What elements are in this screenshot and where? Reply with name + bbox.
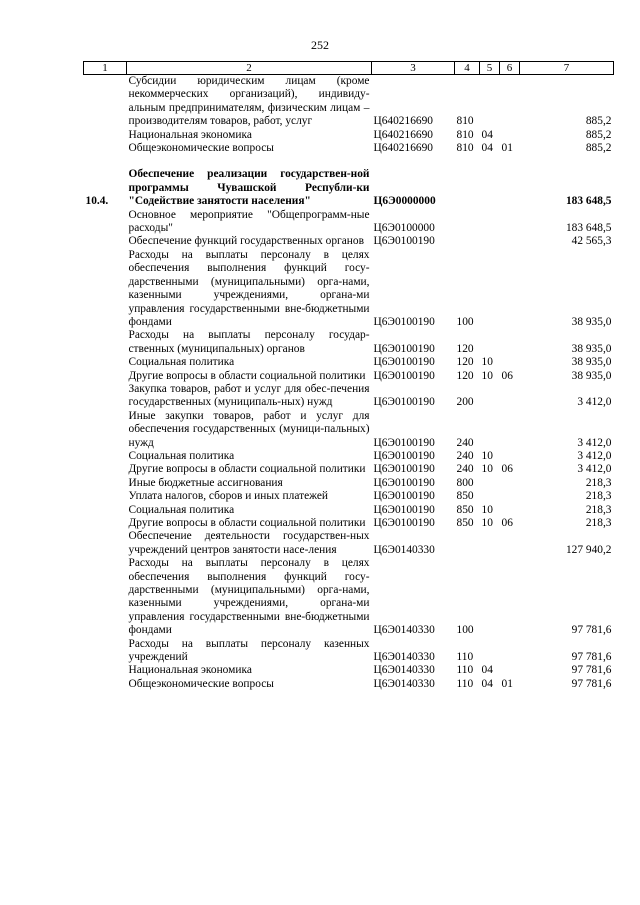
table-row: [84, 235, 614, 248]
row-number: 10.4.: [85, 195, 109, 208]
section-code: [480, 530, 500, 557]
expense-name: Обеспечение деятельности государствен-ных учреждений центров занятости насе-ления: [128, 530, 370, 556]
table-row: [84, 383, 614, 410]
target-article-code: Ц6Э0100190: [373, 315, 435, 328]
row-number: [84, 370, 127, 383]
row-number: [84, 129, 127, 142]
subsection-code: [500, 168, 520, 208]
subsection-code: [500, 235, 520, 248]
expense-name: Обеспечение функций государственных органов: [128, 235, 364, 248]
subsection-code: 01: [501, 677, 513, 690]
expense-type-code: [455, 168, 480, 208]
table-body: [84, 75, 614, 692]
expense-type-code: 120: [456, 369, 474, 382]
subsection-code: 01: [501, 142, 513, 155]
section-code: 04: [481, 677, 493, 690]
target-article-code: Ц6Э0100190: [373, 342, 435, 355]
expense-type-code: [455, 209, 480, 236]
amount: 38 935,0: [571, 369, 612, 382]
column-header: 4: [455, 62, 480, 75]
amount: 42 565,3: [571, 235, 612, 248]
target-article-code: Ц6Э0140330: [373, 651, 435, 664]
section-code: [480, 249, 500, 329]
table-row: [84, 638, 614, 665]
row-number: [84, 142, 127, 155]
row-number: [84, 490, 127, 503]
expense-type-code: [455, 235, 480, 248]
target-article-code: Ц6Э0100190: [373, 356, 435, 369]
target-article-code: Ц6Э0100190: [373, 503, 435, 516]
subsection-code: [500, 450, 520, 463]
expense-type-code: 850: [456, 490, 474, 503]
expense-name: Национальная экономика: [128, 128, 252, 141]
row-number: [84, 410, 127, 450]
table-row: [84, 504, 614, 517]
subsection-code: [500, 557, 520, 637]
target-article-code: Ц6Э0100190: [373, 490, 435, 503]
expense-type-code: 100: [456, 624, 474, 637]
amount: 218,3: [585, 503, 612, 516]
expense-type-code: 240: [456, 463, 474, 476]
table-row: [84, 678, 614, 691]
amount: 183 648,5: [565, 195, 612, 208]
header-row: [84, 62, 614, 75]
subsection-code: [500, 209, 520, 236]
subsection-code: [500, 530, 520, 557]
expense-name: Расходы на выплаты персоналу в целях обеспечения выполнения функций госу-дарственными (муниципальными) орга-нами, казенными учреждениями, органа-ми управления государственными вне-бюджетными фондами: [128, 557, 370, 637]
section-code: [480, 410, 500, 450]
section-code: 10: [481, 503, 493, 516]
amount: 97 781,6: [571, 664, 612, 677]
section-code: [480, 557, 500, 637]
subsection-code: [500, 383, 520, 410]
section-code: 10: [481, 517, 493, 529]
subsection-code: [500, 249, 520, 329]
table-row: [84, 530, 614, 557]
expense-name: Расходы на выплаты персоналу в целях обеспечения выполнения функций госу-дарственными (муниципальными) орга-нами, казенными учреждениями, органа-ми управления государственными вне-бюджетными фондами: [128, 248, 370, 328]
section-code: 10: [481, 356, 493, 369]
amount: 3 412,0: [577, 463, 612, 476]
row-number: [84, 504, 127, 517]
section-code: [480, 235, 500, 248]
subsection-code: [500, 356, 520, 369]
expense-name: Общеэкономические вопросы: [128, 677, 274, 690]
expense-name: Расходы на выплаты персоналу государ-ственных (муниципальных) органов: [128, 329, 370, 355]
table-row: [84, 517, 614, 530]
section-code: [480, 477, 500, 490]
row-number: [84, 155, 127, 168]
row-number: [84, 530, 127, 557]
table-row: [84, 329, 614, 356]
expense-name: Социальная политика: [128, 356, 235, 369]
target-article-code: Ц6Э0100190: [373, 476, 435, 489]
table-row: [84, 557, 614, 637]
subsection-code: [500, 75, 520, 129]
column-header: 7: [520, 62, 614, 75]
expense-type-code: 120: [456, 356, 474, 369]
table-row: [84, 249, 614, 329]
table-row: [84, 450, 614, 463]
expense-name: Уплата налогов, сборов и иных платежей: [128, 490, 328, 503]
section-code: [480, 168, 500, 208]
expense-type-code: 100: [456, 315, 474, 328]
row-number: [84, 678, 127, 691]
target-article-code: Ц6Э0140330: [373, 624, 435, 637]
section-code: 04: [481, 128, 493, 141]
row-number: [84, 477, 127, 490]
row-number: [84, 235, 127, 248]
expense-type-code: 810: [456, 142, 474, 155]
expense-type-code: 850: [456, 503, 474, 516]
section-code: 04: [481, 664, 493, 677]
target-article-code: Ц6Э0100190: [373, 517, 435, 529]
column-header: 3: [372, 62, 455, 75]
amount: 38 935,0: [571, 342, 612, 355]
table-row: [84, 664, 614, 677]
expense-name: Субсидии юридическим лицам (кроме некоммерческих организаций), индивиду-альным предпринимателям, физическим лицам – производителям товаров, работ, услуг: [128, 75, 370, 128]
target-article-code: Ц6Э0100190: [373, 396, 435, 409]
expense-type-code: [455, 155, 480, 168]
expense-name: Другие вопросы в области социальной политики: [128, 517, 366, 529]
amount: 885,2: [585, 142, 612, 155]
subsection-code: [500, 638, 520, 665]
amount: 127 940,2: [565, 543, 612, 556]
target-article-code: Ц6Э0100190: [373, 463, 435, 476]
expense-name: Расходы на выплаты персоналу казенных учреждений: [128, 637, 370, 664]
expense-type-code: 110: [456, 664, 474, 677]
expense-type-code: 810: [456, 115, 474, 128]
table-row: [84, 477, 614, 490]
subsection-code: [500, 504, 520, 517]
target-article-code: Ц6Э0000000: [373, 195, 436, 208]
amount: 218,3: [585, 476, 612, 489]
amount: 218,3: [585, 490, 612, 503]
section-code: 04: [481, 142, 493, 155]
table-row: [84, 490, 614, 503]
amount: 38 935,0: [571, 315, 612, 328]
expense-name: Иные бюджетные ассигнования: [128, 476, 283, 489]
row-number: [84, 356, 127, 369]
amount: 97 781,6: [571, 624, 612, 637]
column-header: 5: [480, 62, 500, 75]
row-number: [84, 664, 127, 677]
expense-type-code: 240: [456, 449, 474, 462]
table-row: [84, 209, 614, 236]
row-number: [84, 75, 127, 129]
expense-type-code: 850: [456, 517, 474, 529]
expense-name: [127, 155, 372, 168]
expense-name: Другие вопросы в области социальной политики: [128, 369, 366, 382]
amount: 218,3: [585, 517, 612, 529]
expense-name: Социальная политика: [128, 449, 235, 462]
target-article-code: [372, 155, 455, 168]
amount: 3 412,0: [577, 449, 612, 462]
column-header: 2: [127, 62, 372, 75]
table-row: [84, 142, 614, 155]
target-article-code: Ц6Э0140330: [373, 664, 435, 677]
table-row: [84, 463, 614, 476]
row-number: [84, 383, 127, 410]
subsection-code: [500, 477, 520, 490]
expense-type-code: 110: [456, 651, 474, 664]
page-number: 252: [311, 38, 329, 52]
section-code: [480, 155, 500, 168]
subsection-code: [500, 490, 520, 503]
expense-name: Закупка товаров, работ и услуг для обес-печения государственных (муниципаль-ных) нужд: [128, 382, 370, 409]
column-header: 1: [84, 62, 127, 75]
section-code: 10: [481, 463, 493, 476]
expense-name: Другие вопросы в области социальной политики: [128, 463, 366, 476]
section-code: [480, 75, 500, 129]
section-code: [480, 638, 500, 665]
table-row: [84, 410, 614, 450]
expense-type-code: 200: [456, 396, 474, 409]
expense-type-code: 240: [456, 436, 474, 449]
amount: 97 781,6: [571, 677, 612, 690]
target-article-code: Ц6Э0140330: [373, 543, 435, 556]
table-row: [84, 370, 614, 383]
target-article-code: Ц640216690: [373, 115, 433, 128]
section-code: 10: [481, 449, 493, 462]
subsection-code: [500, 329, 520, 356]
target-article-code: Ц640216690: [373, 142, 433, 155]
target-article-code: Ц6Э0100190: [373, 449, 435, 462]
section-code: [480, 329, 500, 356]
section-code: [480, 383, 500, 410]
expense-name: Национальная экономика: [128, 664, 252, 677]
section-code: [480, 490, 500, 503]
amount: 3 412,0: [577, 436, 612, 449]
section-code: 10: [481, 369, 493, 382]
expense-name: Иные закупки товаров, работ и услуг для обеспечения государственных (муници-пальных) нужд: [128, 409, 370, 449]
subsection-code: 06: [501, 517, 513, 529]
expense-name: Общеэкономические вопросы: [128, 142, 274, 155]
table-row: [84, 168, 614, 208]
amount: [520, 155, 614, 168]
subsection-code: 06: [501, 369, 513, 382]
table-row: [84, 129, 614, 142]
amount: 3 412,0: [577, 396, 612, 409]
expense-name: Обеспечение реализации государствен-ной программы Чувашской Республи-ки "Содействие занятости населения": [128, 168, 370, 208]
subsection-code: [500, 129, 520, 142]
amount: 885,2: [585, 128, 612, 141]
target-article-code: Ц6Э0100190: [373, 369, 435, 382]
subsection-code: [500, 410, 520, 450]
expense-name: Основное мероприятие "Общепрограмм-ные расходы": [128, 208, 370, 235]
amount: 38 935,0: [571, 356, 612, 369]
amount: 183 648,5: [565, 222, 612, 235]
subsection-code: [500, 664, 520, 677]
amount: 97 781,6: [571, 651, 612, 664]
row-number: [84, 249, 127, 329]
target-article-code: Ц6Э0140330: [373, 677, 435, 690]
table-row: [84, 356, 614, 369]
expense-type-code: [455, 530, 480, 557]
subsection-code: 06: [501, 463, 513, 476]
row-number: [84, 557, 127, 637]
expense-type-code: 810: [456, 128, 474, 141]
target-article-code: Ц640216690: [373, 128, 433, 141]
expense-type-code: 120: [456, 342, 474, 355]
expense-type-code: 110: [456, 677, 474, 690]
row-number: [84, 517, 127, 530]
expense-type-code: 800: [456, 476, 474, 489]
table-row: [84, 75, 614, 129]
subsection-code: [500, 155, 520, 168]
section-code: [480, 209, 500, 236]
target-article-code: Ц6Э0100190: [373, 235, 435, 248]
table-row: [84, 155, 614, 168]
row-number: [84, 209, 127, 236]
row-number: [84, 329, 127, 356]
budget-table: [83, 61, 614, 691]
amount: 885,2: [585, 115, 612, 128]
column-header: 6: [500, 62, 520, 75]
target-article-code: Ц6Э0100190: [373, 436, 435, 449]
row-number: [84, 638, 127, 665]
expense-name: Социальная политика: [128, 503, 235, 516]
target-article-code: Ц6Э0100000: [373, 222, 435, 235]
row-number: [84, 463, 127, 476]
row-number: [84, 450, 127, 463]
